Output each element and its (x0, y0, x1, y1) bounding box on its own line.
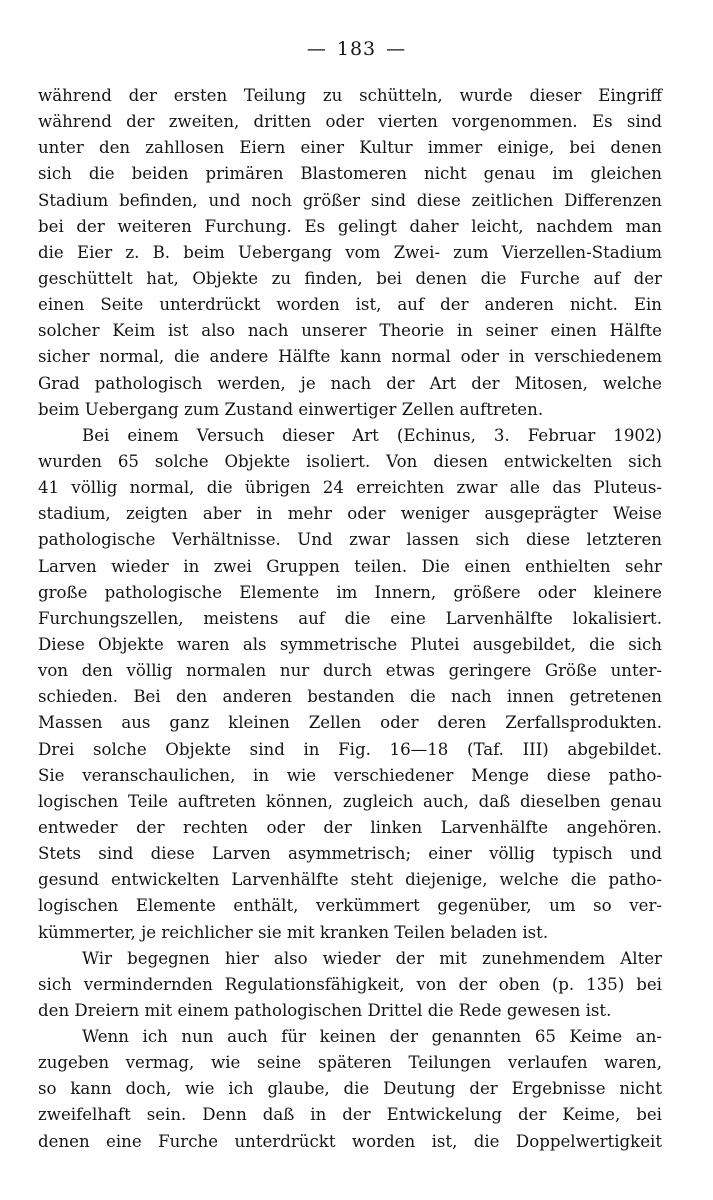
text-line: während der ersten Teilung zu schütteln, wurde dieser Eingriff (38, 86, 662, 105)
text-line: während der zweiten, dritten oder vierten vorgenommen. Es sind (38, 112, 662, 132)
text-line: unter den zahllosen Eiern einer Kultur immer einige, bei denen (38, 138, 662, 158)
paragraph (38, 83, 662, 423)
text-line: Furchungszellen, meistens auf die eine Larvenhälfte lokalisiert. (38, 608, 662, 628)
text-line: den Dreiern mit einem pathologischen Drittel die Rede gewesen ist. (38, 1000, 612, 1020)
text-line: so kann doch, wie ich glaube, die Deutung der Ergebnisse nicht (38, 1079, 662, 1099)
text-line: Stets sind diese Larven asymmetrisch; einer völlig typisch und (38, 844, 662, 864)
text-line: bei der weiteren Furchung. Es gelingt daher leicht, nachdem man (38, 216, 662, 236)
text-line: Diese Objekte waren als symmetrische Plutei ausgebildet, die sich (38, 634, 662, 654)
paragraph (38, 423, 662, 946)
text-line: Massen aus ganz kleinen Zellen oder deren Zerfallsprodukten. (38, 713, 662, 733)
text-line: Bei einem Versuch dieser Art (Echinus, 3. Februar 1902) (82, 425, 662, 445)
text-line: schieden. Bei den anderen bestanden die nach innen getretenen (38, 687, 662, 707)
text-line: Sie veranschaulichen, in wie verschiedener Menge diese patho- (38, 765, 662, 785)
text-line: Grad pathologisch werden, je nach der Art der Mitosen, welche (38, 373, 662, 393)
text-line: pathologische Verhältnisse. Und zwar lassen sich diese letzteren (38, 530, 662, 550)
text-line: wurden 65 solche Objekte isoliert. Von diesen entwickelten sich (38, 451, 662, 471)
text-line: Stadium befinden, und noch größer sind diese zeitlichen Differenzen (38, 190, 662, 210)
text-line: sich die beiden primären Blastomeren nicht genau im gleichen (38, 164, 662, 184)
text-line: 41 völlig normal, die übrigen 24 erreichten zwar alle das Pluteus- (38, 478, 662, 498)
text-line: Larven wieder in zwei Gruppen teilen. Die einen enthielten sehr (38, 556, 662, 576)
text-line: kümmerter, je reichlicher sie mit kranken Teilen beladen ist. (38, 922, 549, 942)
text-line: zweifelhaft sein. Denn daß in der Entwickelung der Keime, bei (38, 1105, 662, 1125)
text-line: logischen Elemente enthält, verkümmert gegenüber, um so ver- (38, 896, 662, 916)
text-line: Drei solche Objekte sind in Fig. 16—18 (Taf. III) abgebildet. (38, 739, 662, 759)
text-line: logischen Teile auftreten können, zugleich auch, daß dieselben genau (38, 791, 662, 811)
text-line: entweder der rechten oder der linken Larvenhälfte angehören. (38, 817, 662, 837)
paragraph (38, 946, 662, 1024)
body-text (38, 83, 662, 1155)
text-line: Wenn ich nun auch für keinen der genannten 65 Keime an- (82, 1027, 662, 1047)
text-line: denen eine Furche unterdrückt worden ist, die Doppelwertigkeit (38, 1131, 662, 1151)
page-number: 183 (336, 38, 377, 60)
text-line: solcher Keim ist also nach unserer Theorie in seiner einen Hälfte (38, 321, 662, 341)
text-line: sich vermindernden Regulationsfähigkeit, von der oben (p. 135) bei (38, 974, 662, 994)
text-line: die Eier z. B. beim Uebergang vom Zwei- zum Vierzellen-Stadium (38, 242, 662, 262)
text-line: sicher normal, die andere Hälfte kann normal oder in verschiedenem (38, 347, 662, 367)
text-line: große pathologische Elemente im Innern, größere oder kleinere (38, 582, 662, 602)
page-number-header (0, 38, 713, 60)
text-line: geschüttelt hat, Objekte zu finden, bei denen die Furche auf der (38, 268, 662, 288)
dash-left: — (306, 38, 327, 60)
text-line: gesund entwickelten Larvenhälfte steht diejenige, welche die patho- (38, 870, 662, 890)
text-line: einen Seite unterdrückt worden ist, auf der anderen nicht. Ein (38, 295, 662, 315)
text-line: von den völlig normalen nur durch etwas geringere Größe unter- (38, 661, 662, 681)
dash-right: — (386, 38, 407, 60)
text-line: Wir begegnen hier also wieder der mit zunehmendem Alter (82, 948, 662, 968)
text-line: zugeben vermag, wie seine späteren Teilungen verlaufen waren, (38, 1053, 662, 1073)
text-line: stadium, zeigten aber in mehr oder weniger ausgeprägter Weise (38, 504, 662, 524)
text-line: beim Uebergang zum Zustand einwertiger Zellen auftreten. (38, 399, 544, 419)
paragraph (38, 1024, 662, 1155)
